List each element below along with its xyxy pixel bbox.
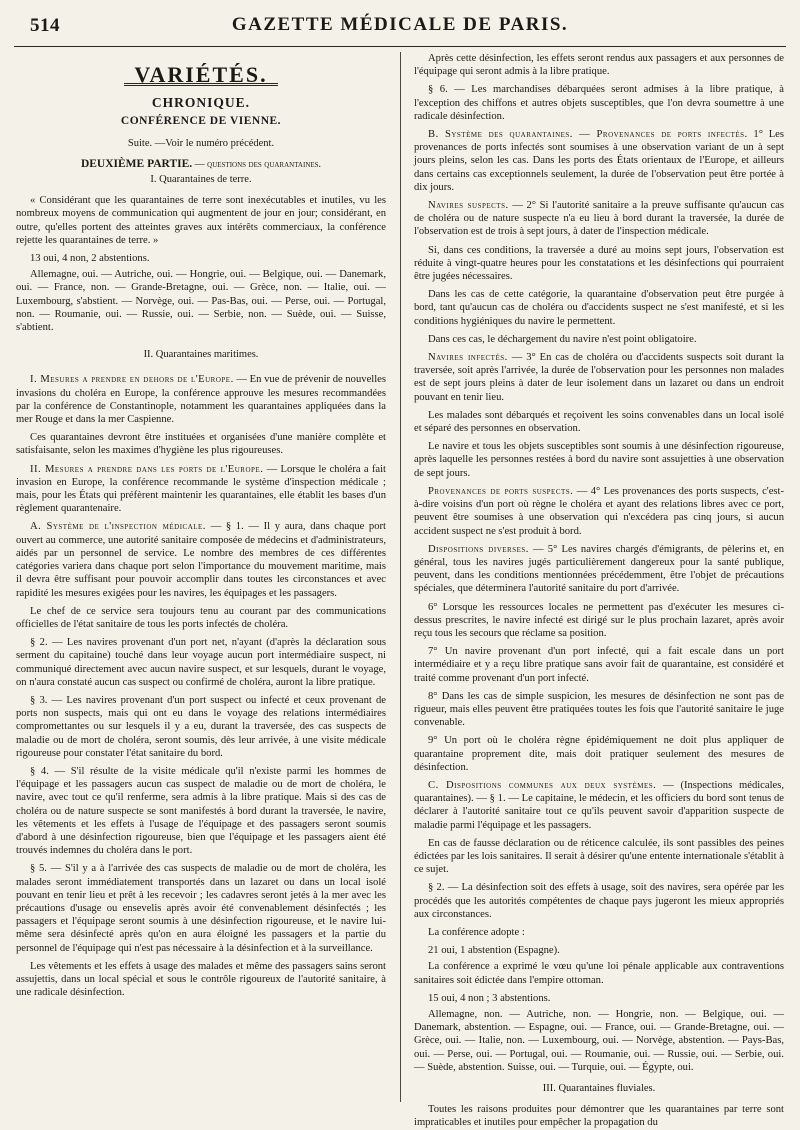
page-header [0, 0, 800, 44]
chronique-heading: CHRONIQUE. [151, 95, 251, 111]
paragraph-lead: B. Système des quarantaines. — Provenances de ports infectés. [428, 129, 748, 141]
paragraph-lead: Provenances de ports suspects. [428, 485, 574, 497]
vote-list: Allemagne, oui. — Autriche, oui. — Hongrie, oui. — Belgique, oui. — Danemark, oui. — France, non. — Grande-Bretagne, oui. — Grèce, non. — Italie, oui. — Luxembourg, s'abstient. — Norvège, oui. — Pas-Bas, oui. — Perse, oui. — Portugal, non. — Roumanie, oui. — Russie, oui. — Serbie, non. — Suède, oui. — Suisse, s'abtient. [16, 269, 386, 334]
paragraph: Toutes les raisons produites pour démontrer que les quarantaines par terre sont impraticables et inutiles pour empêcher la propagation du [414, 1104, 784, 1129]
paragraph-text: — 5° Les navires chargés d'émigrants, de pèlerins et, en général, tous les navires jugés particulièrement dangereux pour la santé publique, peuvent, dans les conditions mentionnées précédemment, être l'objet de précautions spéciales, que déterminera l'autorité sanitaire du port d'arrivée. [414, 543, 784, 595]
paragraph-text: 1° Les provenances de ports infectés sont soumises à une observation variant de un à sept jours pleins, selon les cas. Dans les ports des États orientaux de l'Europe, et ailleurs dans certains cas exceptionnels seulement, la durée de l'observation peut être portée à dix jours. [414, 129, 784, 193]
part-subject: — questions des quarantaines. [192, 158, 322, 170]
paragraph: § 3. — Les navires provenant d'un port suspect ou infecté et ceux provenant de ports non suspects, mais qui ont eu dans le voyage des relations intermédiaires compromettantes ou sur lesquels il y a eu, durant la traversée, des cas suspects de maladie ou de mort de choléra, seront soumis, dès leur arrivée, à une visite médicale rigoureuse pour constater l'état sanitaire du bord. [16, 694, 386, 759]
continuation-note: Suite. —Voir le numéro précédent. [127, 137, 275, 149]
paragraph: Le chef de ce service sera toujours tenu au courant par des communications officielles de l'état sanitaire de tous les ports infectés de choléra. [16, 605, 386, 630]
paragraph-lead: C. Dispositions communes aux deux systèmes. [428, 779, 657, 791]
paragraph-lead: I. Mesures a prendre en dehors de l'Europe. [30, 374, 234, 386]
paragraph: Les vêtements et les effets à usage des malades et même des passagers sains seront assujettis, dans un local spécial et sous le contrôle rigoureux de l'autorité sanitaire, à une radicale désinfection. [16, 960, 386, 999]
paragraph [16, 463, 386, 516]
right-column [414, 52, 785, 1129]
paragraph: § 4. — S'il résulte de la visite médicale qu'il n'existe parmi les hommes de l'équipage et les passagers aucun cas suspect de maladie ou de mort de choléra, le navire, avec tout ce qu'il renferme, sera admis à la libre pratique. Mais si des cas de choléra ou de nature suspecte se sont manifestés à bord durant la traversée, le navire, les vêtements et les effets à l'usage de l'équipage et des passagers seront soumis d'abord à une désinfection rigoureuse, bien que l'équipage et les passagers aient été trouvés indemnes du choléra dans le port. [16, 765, 386, 857]
left-column [16, 52, 386, 1102]
paragraph-text: — 3° En cas de choléra ou d'accidents suspects soit durant la traversée, soit après l'arrivée, la durée de l'observation pour les personnes non malades est de sept jours pleins à dater de leur isolement dans un lazaret ou dans un endroit pouvant en tenir lieu. [414, 352, 784, 403]
paragraph [414, 779, 784, 832]
subsection-heading: II. Quarantaines maritimes. [143, 349, 259, 361]
paragraph: « Considérant que les quarantaines de terre sont inexécutables et inutiles, vu les nombreux moyens de communication qui augmentent de jour en jour; considérant, en outre, qu'elles portent des atteintes graves aux intérêts commerciaux, la conférence rejette les quarantaines de terre. » [16, 195, 386, 246]
part-heading [16, 158, 386, 171]
paragraph-lead: A. Système de l'inspection médicale. [30, 521, 206, 533]
vote-result: 13 oui, 4 non, 2 abstentions. [30, 253, 150, 265]
paragraph-text: — Lorsque le choléra a fait invasion en Europe, la conférence recommande le système d'inspection médicale ; mais, pour les États qui préfèrent maintenir les quarantaines, elle établit les bases d'un règlement quarantenaire. [16, 463, 386, 515]
paragraph-text: — § 1. — Il y aura, dans chaque port ouvert au commerce, une autorité sanitaire composée de médecins et d'administrateurs, aidés par un personnel de service. Le nombre des membres de ces différentes catégories variera dans chaque port selon l'importance du mouvement maritime, mais il devra être suffisant pour pouvoir accomplir dans toutes les circonstances et avec rapidité les mesures exigées pour les navires, les équipages et les passagers. [16, 521, 386, 599]
paragraph-lead: Navires suspects. [428, 200, 509, 212]
paragraph: En cas de fausse déclaration ou de réticence calculée, ils sont passibles des peines édictées par les lois sanitaires. Il serait à désirer qu'une entente internationale s'établit à ce sujet. [414, 837, 784, 876]
paragraph-lead: II. Mesures a prendre dans les ports de l'Europe. [30, 463, 264, 475]
subsection-heading: I. Quarantaines de terre. [150, 174, 252, 186]
header-rule [14, 46, 786, 47]
paragraph-text: — (Inspections médicales, quarantaines). — § 1. — Le capitaine, le médecin, et les officiers du bord sont tenus de déclarer à l'autorité sanitaire tout ce qu'ils peuvent savoir d'apparition suspecte de maladie parmi l'équipage et les passagers. [414, 779, 785, 831]
paragraph-text: — En vue de prévenir de nouvelles invasions du choléra en Europe, la conférence approuve les mesures recommandées par la conférence de Constantinople, notamment les quarantaines appliquées dans la mer Rouge et dans la mer Caspienne. [16, 374, 386, 426]
paragraph-text: — 4° Les provenances des ports suspects, c'est-à-dire voisins d'un port où règne le choléra et ayant des relations libres avec ce port, peuvent être soumises à une observation qui n'excédera pas cinq jours, si aucun accident suspect ne s'est produit à bord. [414, 485, 784, 537]
paragraph-lead: Navires infectés. [428, 352, 508, 364]
paragraph: La conférence a exprimé le vœu qu'une loi pénale applicable aux contraventions sanitaires soit édictée dans l'empire ottoman. [414, 961, 784, 986]
vote-result: 21 oui, 1 abstention (Espagne). [428, 945, 560, 957]
paragraph: Ces quarantaines devront être instituées et organisées d'une manière complète et satisfaisante, selon les maximes d'hygiène les plus rigoureuses. [16, 432, 386, 457]
paragraph: Dans ces cas, le déchargement du navire n'est point obligatoire. [428, 333, 697, 345]
subsection-heading: III. Quarantaines fluviales. [542, 1083, 656, 1095]
paragraph: 8° Dans les cas de simple suspicion, les mesures de désinfection ne sont pas de rigueur, mais elles peuvent être pratiquées toutes les fois que l'autorité sanitaire le juge convenable. [414, 690, 784, 729]
part-label: DEUXIÈME PARTIE. [80, 157, 193, 170]
paragraph: Si, dans ces conditions, la traversée a duré au moins sept jours, l'observation est réduite à vingt-quatre heures pour les constatations et les désinfections qui pourraient être jugées nécessaires. [414, 244, 784, 283]
paragraph: Dans les cas de cette catégorie, la quarantaine d'observation peut être purgée à bord, tant qu'aucun cas de choléra ou d'accidents suspect ne s'est manifesté, et si les conditions hygiéniques du navire le permettent. [414, 289, 784, 327]
paragraph [414, 485, 784, 538]
paragraph: 9° Un port où le choléra règne épidémiquement ne doit plus appliquer de quarantaine proprement dite, mais doit pratiquer seulement des mesures de désinfection. [414, 735, 784, 773]
paragraph-lead: Dispositions diverses. [428, 543, 529, 555]
vote-result: 15 oui, 4 non ; 3 abstentions. [428, 992, 551, 1004]
paragraph-text: — 2° Si l'autorité sanitaire a la preuve suffisante qu'aucun cas de choléra ou de nature suspecte n'a eu lieu à bord durant la traversée, la durée de l'observation est de trois à sept jours, à dater de l'inspection médicale. [414, 200, 784, 238]
paragraph [16, 520, 386, 599]
article-title: CONFÉRENCE DE VIENNE. [120, 115, 282, 128]
paragraph: 6° Lorsque les ressources locales ne permettent pas d'exécuter les mesures ci-dessus prescrites, le navire infecté est dirigé sur le plus prochain lazaret, après avoir reçu tous les secours que réclame sa position. [414, 601, 784, 639]
paragraph [414, 128, 784, 194]
paragraph [414, 543, 784, 596]
page-number: 514 [30, 15, 60, 36]
section-heading-box [16, 62, 386, 87]
section-heading: VARIÉTÉS. [124, 68, 277, 86]
paragraph: 7° Un navire provenant d'un port infecté, qui a fait escale dans un port intermédiaire et y a reçu libre pratique sans avoir fait de quarantaine, est considéré et traité comme provenant d'un port infecté. [414, 646, 784, 684]
paragraph: Les malades sont débarqués et reçoivent les soins convenables dans un local isolé et séparé des personnes en observation. [414, 409, 784, 435]
paragraph: Après cette désinfection, les effets seront rendus aux passagers et aux personnes de l'équipage qui seront admis à la libre pratique. [414, 53, 784, 78]
paragraph: § 5. — S'il y a à l'arrivée des cas suspects de maladie ou de mort de choléra, les malades seront immédiatement transportés dans un lazaret ou dans un local isolé pouvant en tenir lieu et prêt à les recevoir ; les cadavres seront jetés à la mer avec les précautions d'usage ou ensevelis après avoir été convenablement désinfectés ; les passagers et l'équipage seront soumis à une désinfection rigoureuse, et le navire lui-même sera désinfecté après qu'on en aura éloigné les passagers et la partie du personnel de l'équipage qui n'est pas nécessaire à la désinfection et à la surveillance. [16, 863, 386, 954]
paragraph: § 2. — La désinfection soit des effets à usage, soit des navires, sera opérée par les procédés que les autorités compétentes de chaque pays jugeront les mieux appropriés aux circonstances. [414, 882, 784, 920]
vote-list: Allemagne, non. — Autriche, non. — Hongrie, non. — Belgique, oui. — Danemark, abstention. — Espagne, oui. — France, oui. — Grande-Bretagne, oui. — Grèce, oui. — Italie, non. — Luxembourg, oui. — Norvège, abstention. — Pays-Bas, oui. — Perse, oui. — Portugal, oui. — Roumanie, oui. — Russie, oui. — Serbie, oui. — Suède, abstention. Suisse, oui. — Turquie, oui. — Égypte, oui. [414, 1009, 784, 1073]
paragraph [16, 373, 386, 426]
paragraph [414, 351, 784, 404]
journal-title: GAZETTE MÉDICALE DE PARIS. [231, 14, 569, 35]
paragraph: Le navire et tous les objets susceptibles sont soumis à une désinfection rigoureuse, après laquelle les personnes restées à bord du navire sont assujetties à une observation de sept jours. [414, 441, 784, 479]
paragraph: § 2. — Les navires provenant d'un port net, n'ayant (d'après la déclaration sous serment du capitaine) touché dans leur voyage aucun port intermédiaire suspect, ni communiqué directement avec aucun navire suspect, et sur lesquels, durant le voyage, on n'aura constaté aucun cas suspect ou confirmé de choléra, auront la libre pratique. [16, 637, 386, 688]
paragraph: La conférence adopte : [428, 926, 525, 938]
column-divider [400, 52, 401, 1102]
paragraph: § 6. — Les marchandises débarquées seront admises à la libre pratique, à l'exception des chiffons et autres objets susceptibles, que l'on devra soumettre à une radicale désinfection. [414, 84, 784, 122]
paragraph [414, 199, 784, 239]
